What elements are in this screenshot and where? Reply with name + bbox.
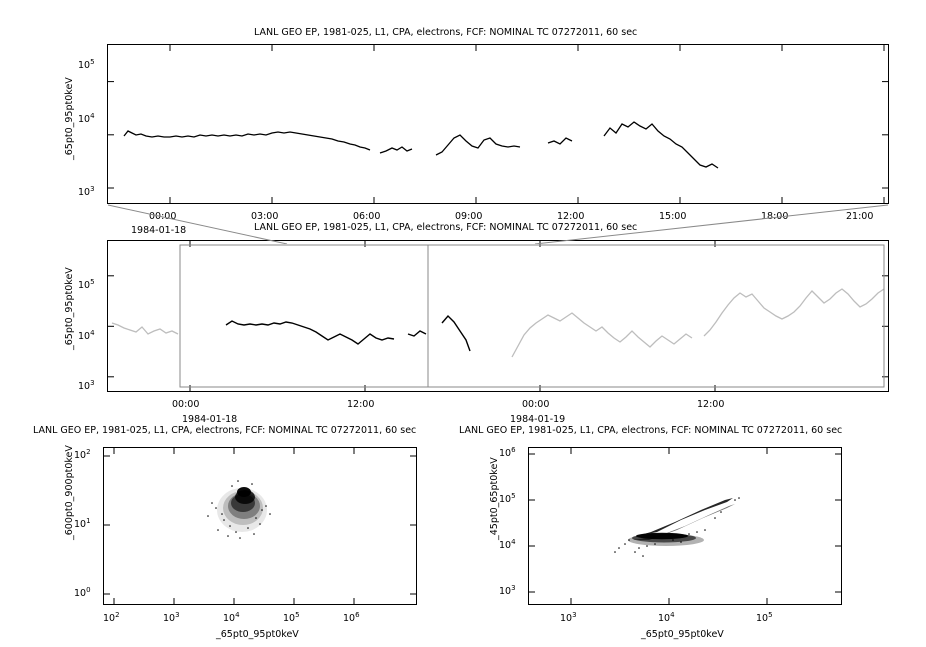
panel-middle-plot-area[interactable] [107, 240, 889, 392]
panel-top-plot-area[interactable] [107, 44, 889, 204]
panel-top-title: LANL GEO EP, 1981-025, L1, CPA, electrons, FCF: NOMINAL TC 07272011, 60 sec [254, 27, 638, 38]
panel-middle-xtick-3: 12:00 [697, 399, 725, 410]
panel-bottom-left-data-svg [104, 448, 416, 604]
panel-middle-ytick-1e4: $10^4$ [78, 329, 95, 343]
panel-bottom-right-plot-area[interactable] [528, 447, 842, 605]
panel-br-xtick-1e5: $10^5$ [756, 611, 773, 625]
panel-bottom-left-plot-area[interactable] [103, 447, 417, 605]
panel-bl-xtick-1e2: $10^2$ [103, 611, 120, 625]
panel-top-ylabel: _65pt0_95pt0keV [64, 77, 75, 160]
panel-middle-xtick-1: 12:00 [347, 399, 375, 410]
panel-top-xtick-1: 03:00 [251, 211, 279, 222]
panel-bl-xtick-1e6: $10^6$ [343, 611, 360, 625]
panel-middle-xtick-2: 00:00 [522, 399, 550, 410]
panel-bottom-left-ylabel: _600pt0_900pt0keV [64, 445, 75, 540]
panel-middle-xtick-0: 00:00 [172, 399, 200, 410]
panel-top-xtick-2: 06:00 [353, 211, 381, 222]
panel-bottom-right-xlabel: _65pt0_95pt0keV [641, 629, 724, 640]
panel-middle-data-svg [108, 241, 888, 391]
panel-br-ytick-1e4: $10^4$ [499, 538, 516, 552]
panel-top-xtick-6: 18:00 [761, 211, 789, 222]
panel-top-ytick-1e4: $10^4$ [78, 112, 95, 126]
panel-top-xtick-7: 21:00 [846, 211, 874, 222]
panel-middle-ytick-1e5: $10^5$ [78, 278, 95, 292]
panel-top-xtick-0: 00:00 [149, 211, 177, 222]
panel-top-xtick-4: 12:00 [557, 211, 585, 222]
panel-br-xtick-1e4: $10^4$ [658, 611, 675, 625]
panel-bl-xtick-1e5: $10^5$ [283, 611, 300, 625]
panel-br-xtick-1e3: $10^3$ [560, 611, 577, 625]
panel-middle-title: LANL GEO EP, 1981-025, L1, CPA, electrons, FCF: NOMINAL TC 07272011, 60 sec [254, 222, 638, 233]
panel-bl-xtick-1e4: $10^4$ [223, 611, 240, 625]
panel-middle-ylabel: _65pt0_95pt0keV [64, 267, 75, 350]
panel-top-ytick-1e5: $10^5$ [78, 58, 95, 72]
panel-top-ytick-1e3: $10^3$ [78, 185, 95, 199]
panel-middle-xlabel-day2: 1984-01-19 [510, 414, 566, 425]
panel-bl-ytick-1e2: $10^2$ [74, 448, 91, 462]
panel-top-xtick-5: 15:00 [659, 211, 687, 222]
panel-bottom-right-data-svg [529, 448, 841, 604]
panel-middle-xlabel-day1: 1984-01-18 [182, 414, 238, 425]
panel-bottom-left-xlabel: _65pt0_95pt0keV [216, 629, 299, 640]
panel-br-ytick-1e5: $10^5$ [499, 492, 516, 506]
panel-bl-ytick-1e0: $10^0$ [74, 586, 91, 600]
scatter-cluster-right [614, 497, 740, 557]
panel-br-ytick-1e3: $10^3$ [499, 584, 516, 598]
panel-top-data-svg [108, 45, 888, 203]
scatter-cluster-left [207, 480, 271, 539]
panel-bottom-left-title: LANL GEO EP, 1981-025, L1, CPA, electrons, FCF: NOMINAL TC 07272011, 60 sec [33, 425, 417, 436]
panel-bl-xtick-1e3: $10^3$ [163, 611, 180, 625]
panel-bl-ytick-1e1: $10^1$ [74, 517, 91, 531]
panel-br-ytick-1e6: $10^6$ [499, 446, 516, 460]
panel-top-xtick-3: 09:00 [455, 211, 483, 222]
panel-bottom-right-ylabel: _45pt0_65pt0keV [489, 457, 500, 540]
panel-top-xlabel: 1984-01-18 [131, 225, 187, 236]
panel-bottom-right-title: LANL GEO EP, 1981-025, L1, CPA, electrons, FCF: NOMINAL TC 07272011, 60 sec [459, 425, 843, 436]
panel-middle-ytick-1e3: $10^3$ [78, 379, 95, 393]
